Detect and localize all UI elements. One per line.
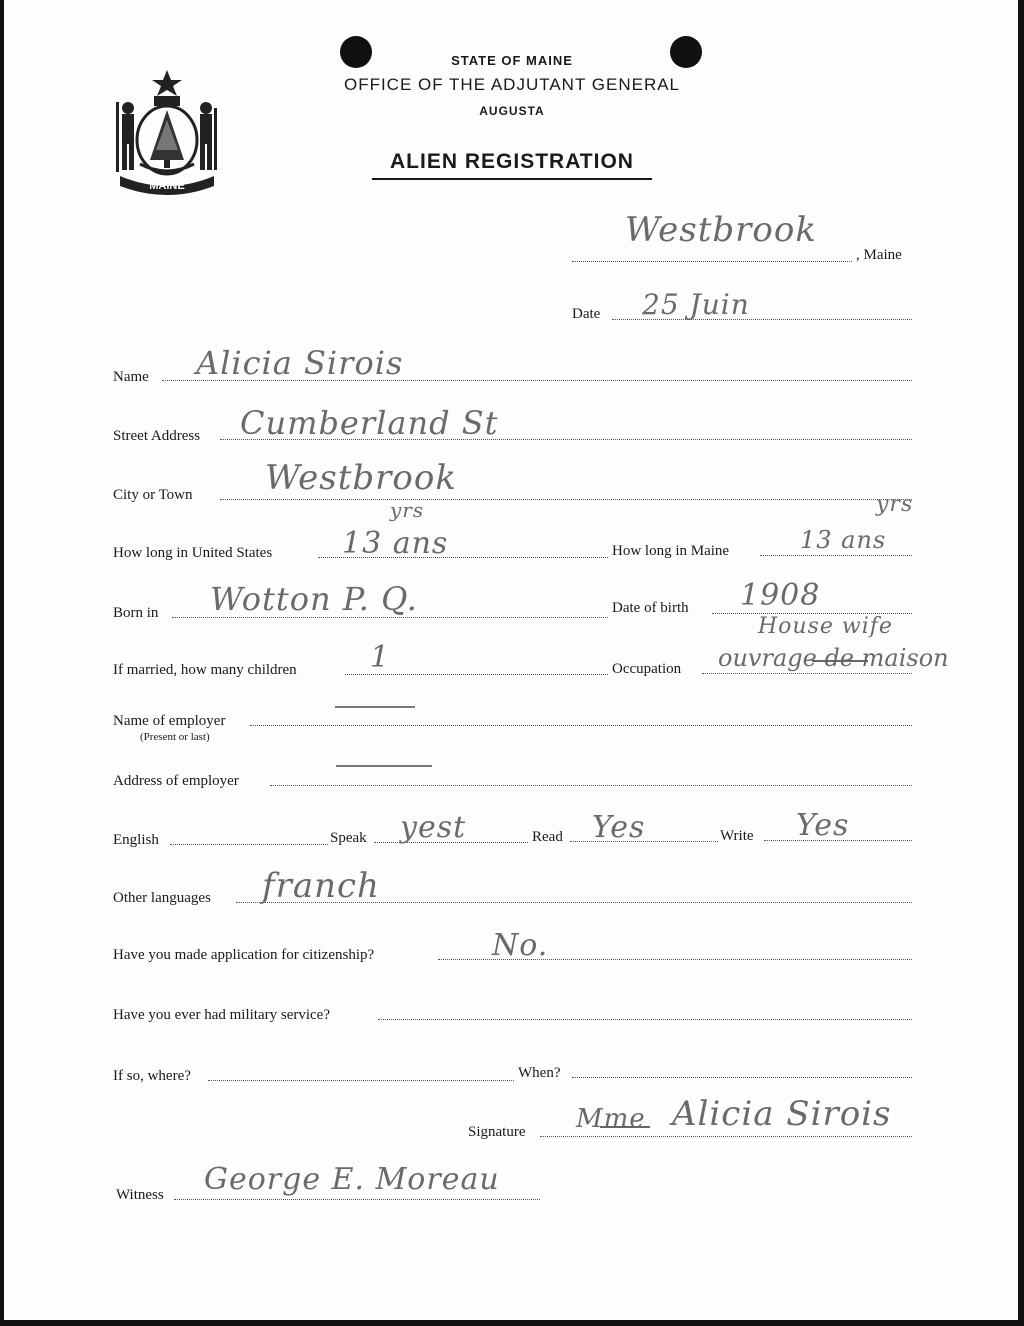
how-long-us-unit: yrs [390, 498, 425, 522]
city-label: City or Town [113, 487, 193, 503]
employer-label: Name of employer [113, 713, 226, 729]
other-languages-label: Other languages [113, 890, 211, 906]
how-long-me-unit: yrs [876, 492, 914, 517]
dob-label: Date of birth [612, 600, 689, 616]
english-line [170, 844, 328, 845]
occupation-strikethrough [812, 660, 868, 662]
how-long-us-label: How long in United States [113, 545, 273, 561]
maine-label: , Maine [856, 247, 902, 263]
employer-address-line [270, 785, 912, 786]
signature-line [540, 1136, 912, 1137]
speak-value: yest [400, 810, 467, 845]
signature-prefix-strike [600, 1126, 650, 1128]
title-underline [372, 178, 652, 180]
where-line [208, 1080, 514, 1081]
signature-label: Signature [468, 1124, 526, 1140]
town-line [572, 261, 852, 262]
speak-label: Speak [330, 830, 367, 846]
occupation-line [702, 673, 912, 674]
header-state: STATE OF MAINE [451, 53, 573, 68]
born-label: Born in [113, 605, 159, 621]
when-line [572, 1077, 912, 1078]
scan-edge-left [0, 0, 4, 1326]
english-label: English [113, 832, 159, 848]
employer-note: (Present or last) [140, 731, 210, 743]
occupation-fr-value: ouvrage de maison [718, 644, 949, 672]
header-office: OFFICE OF THE ADJUTANT GENERAL [343, 75, 681, 94]
citizenship-label: Have you made application for citizenship? [113, 947, 375, 963]
name-value: Alicia Sirois [196, 344, 404, 382]
how-long-me-line [760, 555, 912, 556]
svg-text:MAINE: MAINE [149, 180, 185, 192]
military-label: Have you ever had military service? [113, 1007, 330, 1023]
how-long-me-value: 13 ans [800, 526, 887, 554]
occupation-en-value: House wife [758, 614, 893, 639]
scan-edge-bottom [0, 1320, 1024, 1326]
when-label: When? [518, 1065, 561, 1081]
how-long-us-value: 13 ans [342, 526, 449, 561]
name-label: Name [113, 369, 149, 385]
dob-value: 1908 [740, 578, 821, 613]
witness-line [174, 1199, 540, 1200]
city-value: Westbrook [265, 458, 457, 498]
city-line [220, 499, 912, 500]
born-value: Wotton P. Q. [210, 580, 418, 618]
employer-dash [335, 706, 415, 708]
employer-address-dash [336, 765, 432, 767]
header-city: AUGUSTA [479, 104, 545, 118]
children-label: If married, how many children [113, 662, 297, 678]
street-label: Street Address [113, 428, 201, 444]
write-label: Write [720, 828, 754, 844]
signature-value: Alicia Sirois [672, 1094, 892, 1134]
witness-value: George E. Moreau [204, 1162, 500, 1197]
date-label: Date [572, 306, 601, 322]
street-value: Cumberland St [240, 404, 499, 442]
witness-label: Witness [116, 1187, 164, 1203]
how-long-me-label: How long in Maine [612, 543, 730, 559]
scan-edge-right [1018, 0, 1024, 1326]
read-label: Read [532, 829, 563, 845]
employer-address-label: Address of employer [113, 773, 239, 789]
town-value: Westbrook [625, 210, 817, 250]
occupation-label: Occupation [612, 661, 682, 677]
form-title: ALIEN REGISTRATION [390, 150, 634, 173]
read-value: Yes [592, 810, 646, 845]
write-value: Yes [796, 808, 850, 843]
military-line [378, 1019, 912, 1020]
where-label: If so, where? [113, 1068, 191, 1084]
citizenship-value: No. [492, 928, 549, 963]
date-value: 25 Juin [642, 288, 750, 321]
other-languages-value: franch [262, 866, 380, 906]
children-value: 1 [370, 640, 391, 675]
signature-prefix: Mme [576, 1104, 646, 1134]
employer-line [250, 725, 912, 726]
